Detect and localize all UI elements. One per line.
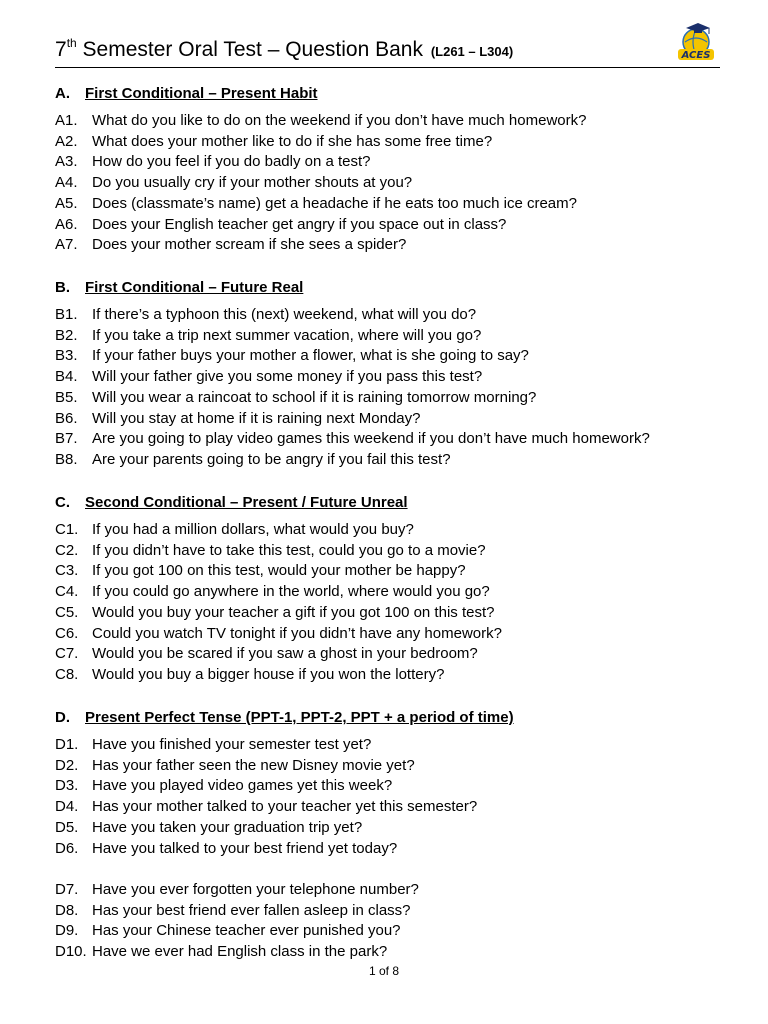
question-d8: D8. Has your best friend ever fallen asleep in class? xyxy=(55,902,411,919)
title-range: (L261 – L304) xyxy=(430,44,514,59)
question-a2: A2. What does your mother like to do if she has some free time? xyxy=(55,133,493,150)
question-c7: C7. Would you be scared if you saw a ghost in your bedroom? xyxy=(55,645,478,662)
question-c3: C3. If you got 100 on this test, would your mother be happy? xyxy=(55,562,466,579)
question-a7: A7. Does your mother scream if she sees a spider? xyxy=(55,236,407,253)
question-b6: B6. Will you stay at home if it is raining next Monday? xyxy=(55,410,421,427)
question-d7: D7. Have you ever forgotten your telephone number? xyxy=(55,881,419,898)
page-number: 1 of 8 xyxy=(368,964,400,978)
question-b1: B1. If there’s a typhoon this (next) weekend, what will you do? xyxy=(55,306,477,323)
question-d10: D10. Have we ever had English class in the park? xyxy=(55,943,388,960)
question-b5: B5. Will you wear a raincoat to school if it is raining tomorrow morning? xyxy=(55,389,537,406)
title-number: 7 xyxy=(55,38,67,61)
question-d3: D3. Have you played video games yet this week? xyxy=(55,777,393,794)
question-a4: A4. Do you usually cry if your mother shouts at you? xyxy=(55,174,413,191)
logo-text: ACES xyxy=(681,50,711,61)
title-text: Semester Oral Test – Question Bank xyxy=(76,38,429,61)
question-a5: A5. Does (classmate’s name) get a headache if he eats too much ice cream? xyxy=(55,195,577,212)
question-b7: B7. Are you going to play video games this weekend if you don’t have much homework? xyxy=(55,430,650,447)
title-superscript: th xyxy=(66,36,77,50)
question-a3: A3. How do you feel if you do badly on a test? xyxy=(55,153,371,170)
question-d9: D9. Has your Chinese teacher ever punished you? xyxy=(55,922,401,939)
question-b3: B3. If your father buys your mother a flower, what is she going to say? xyxy=(55,347,529,364)
section-d-title: D. Present Perfect Tense (PPT-1, PPT-2, PPT + a period of time) xyxy=(55,709,514,726)
question-c1: C1. If you had a million dollars, what would you buy? xyxy=(55,521,414,538)
document-header xyxy=(55,36,720,66)
question-b8: B8. Are your parents going to be angry if you fail this test? xyxy=(55,451,451,468)
section-a-title: A. First Conditional – Present Habit xyxy=(55,85,318,102)
question-a1: A1. What do you like to do on the weekend if you don’t have much homework? xyxy=(55,112,587,129)
question-d1: D1. Have you finished your semester test yet? xyxy=(55,736,372,753)
question-c6: C6. Could you watch TV tonight if you didn’t have any homework? xyxy=(55,625,502,642)
question-b4: B4. Will your father give you some money if you pass this test? xyxy=(55,368,483,385)
question-d2: D2. Has your father seen the new Disney movie yet? xyxy=(55,757,415,774)
question-c5: C5. Would you buy your teacher a gift if you got 100 on this test? xyxy=(55,604,495,621)
question-d4: D4. Has your mother talked to your teacher yet this semester? xyxy=(55,798,478,815)
question-d5: D5. Have you taken your graduation trip yet? xyxy=(55,819,363,836)
question-c2: C2. If you didn’t have to take this test, could you go to a movie? xyxy=(55,542,486,559)
question-c4: C4. If you could go anywhere in the world, where would you go? xyxy=(55,583,490,600)
question-d6: D6. Have you talked to your best friend yet today? xyxy=(55,840,398,857)
section-c-title: C. Second Conditional – Present / Future Unreal xyxy=(55,494,408,511)
page-title xyxy=(55,36,513,66)
aces-logo xyxy=(672,20,720,64)
section-b-title: B. First Conditional – Future Real xyxy=(55,279,304,296)
question-b2: B2. If you take a trip next summer vacation, where will you go? xyxy=(55,327,482,344)
header-divider xyxy=(55,67,720,68)
question-c8: C8. Would you buy a bigger house if you won the lottery? xyxy=(55,666,445,683)
question-a6: A6. Does your English teacher get angry if you space out in class? xyxy=(55,216,507,233)
